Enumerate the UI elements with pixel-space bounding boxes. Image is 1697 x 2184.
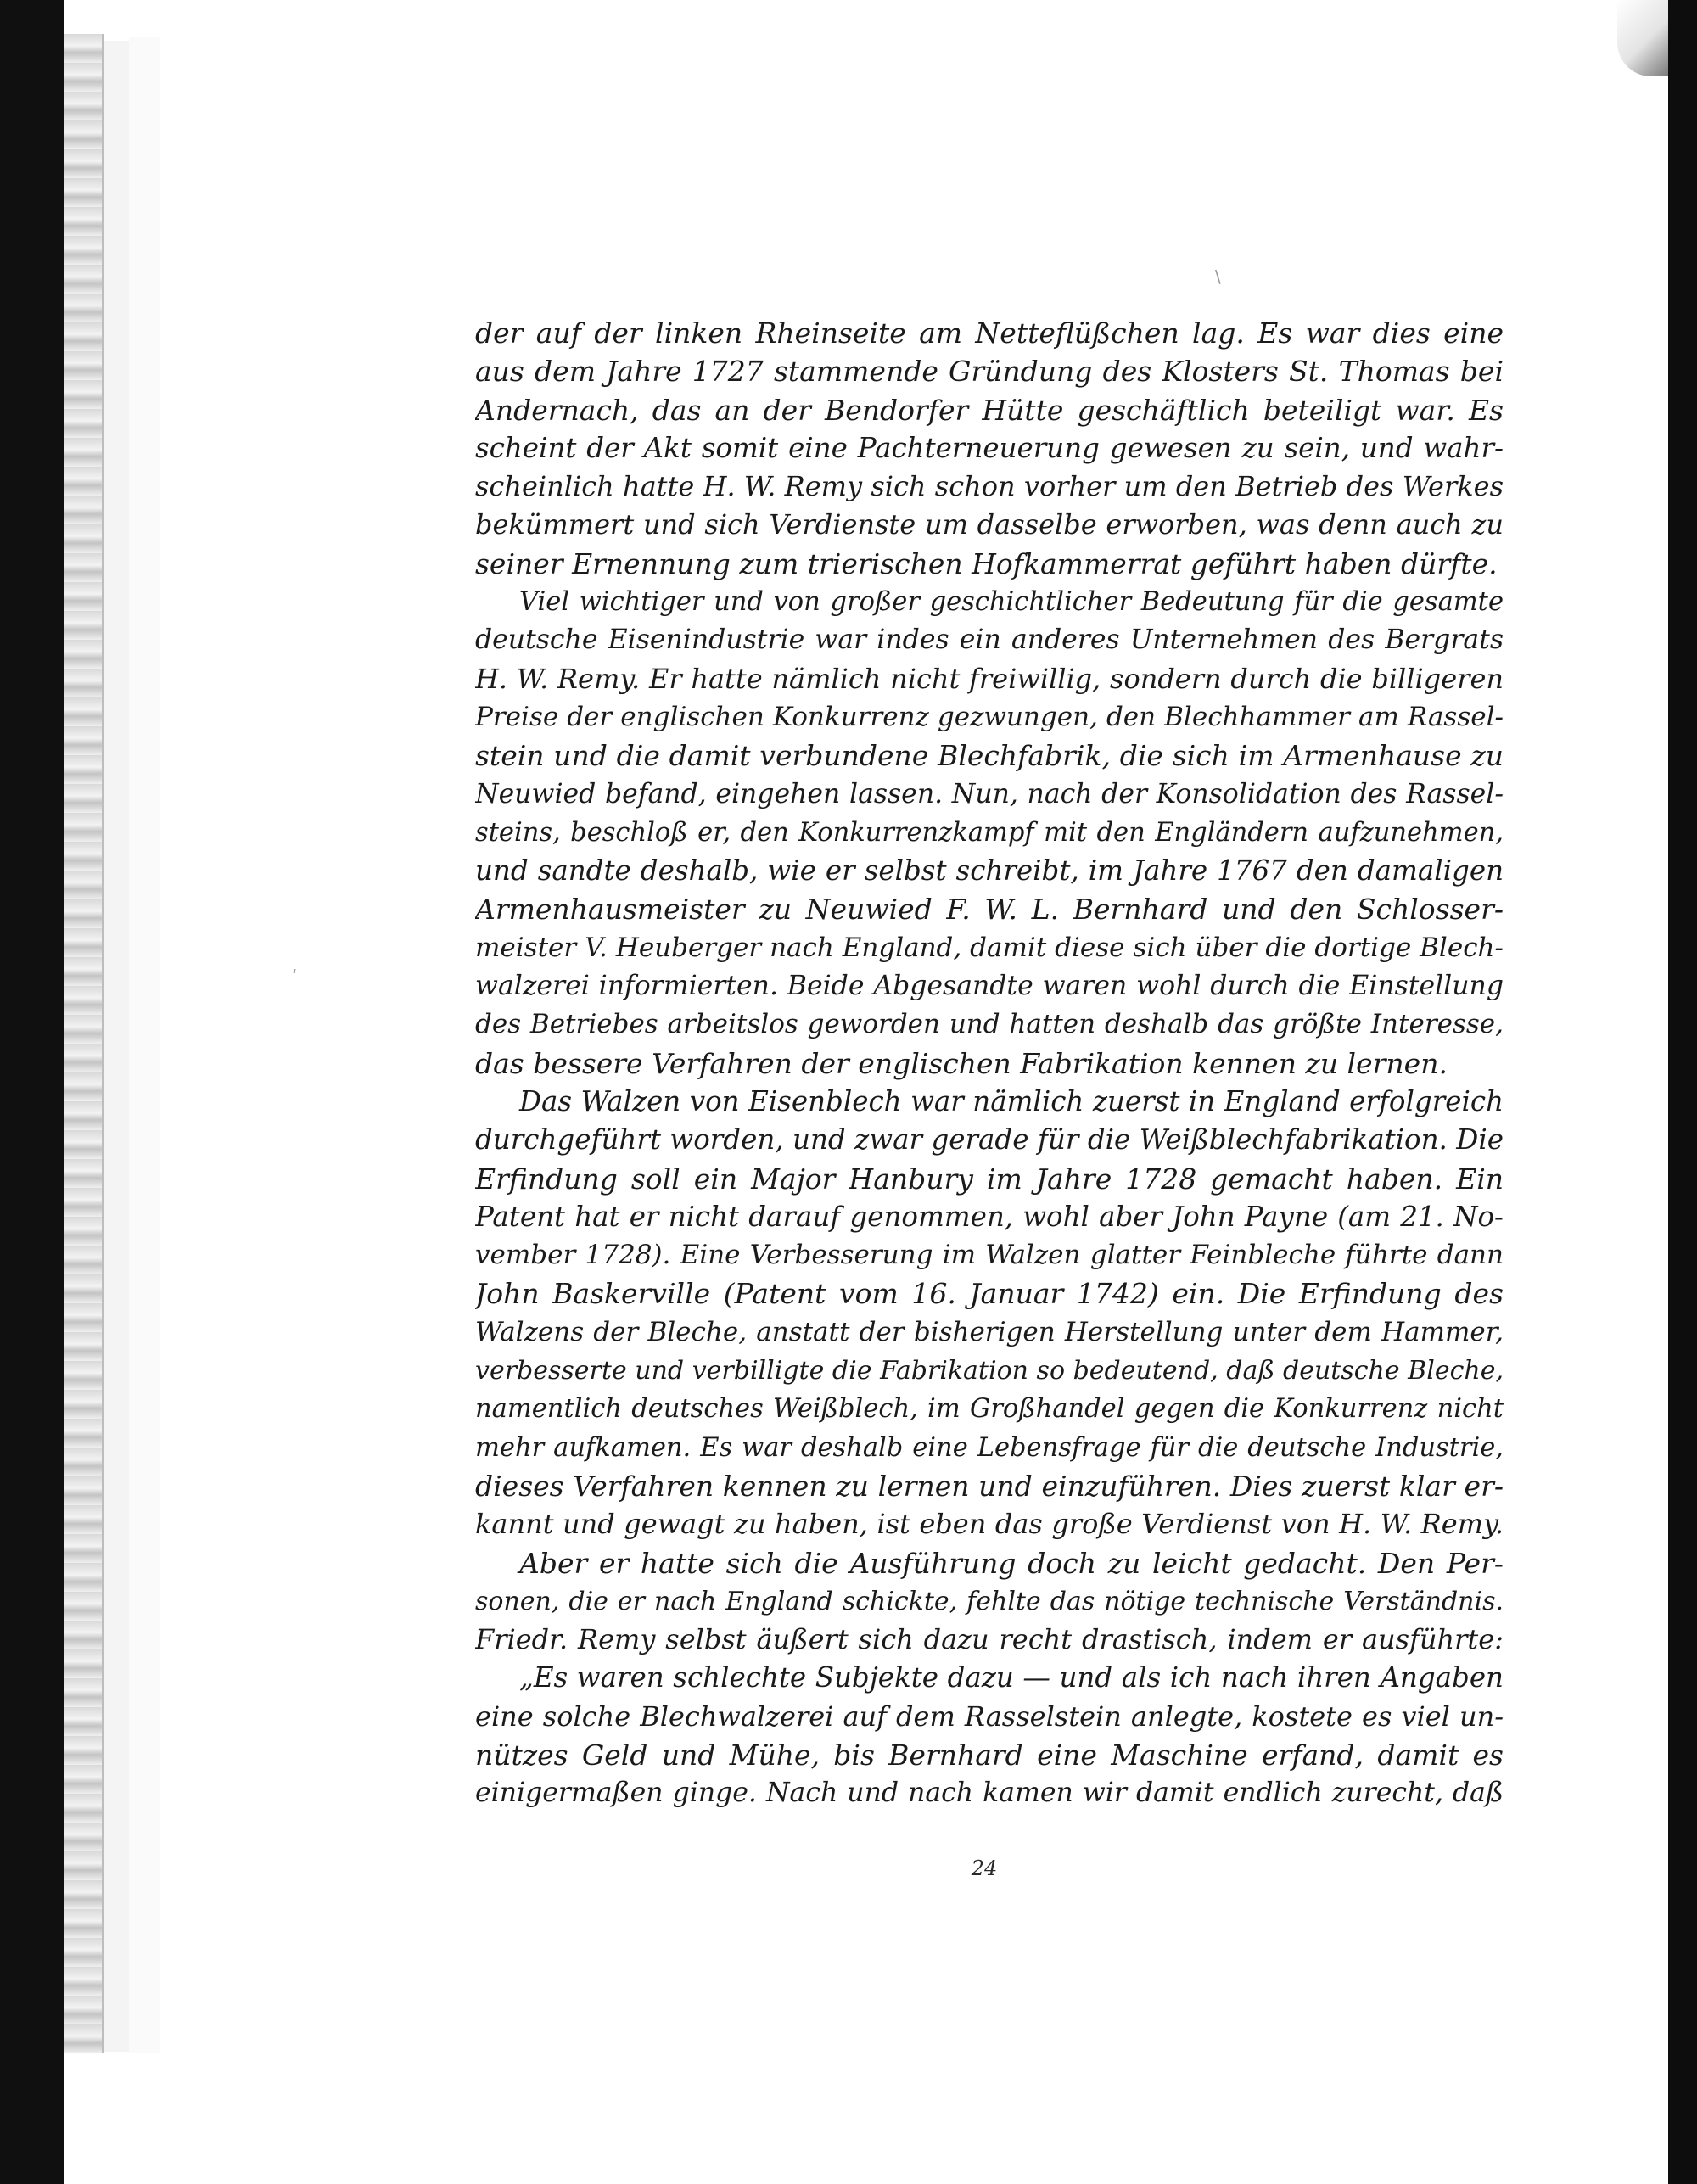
text-line: Aber er hatte sich die Ausführung doch zu leicht gedacht. Den Per-	[519, 1546, 1504, 1580]
scanner-right-edge	[1668, 0, 1697, 2184]
text-line: walzerei informierten. Beide Abgesandte waren wohl durch die Einstellung	[475, 971, 1504, 1002]
text-line: deutsche Eisenindustrie war indes ein anderes Unternehmen des Bergrats	[475, 624, 1504, 656]
page-edge-stack	[104, 41, 130, 2052]
text-line: dieses Verfahren kennen zu lernen und einzuführen. Dies zuerst klar er-	[475, 1469, 1504, 1503]
text-line: des Betriebes arbeitslos geworden und hatten deshalb das größte Interesse,	[475, 1009, 1504, 1040]
text-line: sonen, die er nach England schickte, fehlte das nötige technische Verständnis.	[475, 1586, 1504, 1616]
text-line: das bessere Verfahren der englischen Fabrikation kennen zu lernen.	[475, 1046, 1448, 1080]
text-line: Erfindung soll ein Major Hanbury im Jahre 1728 gemacht haben. Ein	[475, 1162, 1504, 1196]
text-line: meister V. Heuberger nach England, damit diese sich über die dortige Blech-	[475, 932, 1504, 963]
text-line: scheint der Akt somit eine Pachterneuerung gewesen zu sein, und wahr-	[475, 431, 1504, 464]
text-line: Andernach, das an der Bendorfer Hütte geschäftlich beteiligt war. Es	[475, 393, 1504, 427]
text-line: mehr aufkamen. Es war deshalb eine Lebensfrage für die deutsche Industrie,	[475, 1432, 1504, 1463]
text-line: Walzens der Bleche, anstatt der bisherigen Herstellung unter dem Hammer,	[475, 1316, 1504, 1347]
text-line: H. W. Remy. Er hatte nämlich nicht freiwillig, sondern durch die billigeren	[475, 662, 1504, 695]
text-line: einigermaßen ginge. Nach und nach kamen wir damit endlich zurecht, daß	[475, 1778, 1504, 1809]
text-line: seiner Ernennung zum trierischen Hofkammerrat geführt haben dürfte.	[475, 546, 1498, 580]
text-line: durchgeführt worden, und zwar gerade für die Weißblechfabrikation. Die	[475, 1123, 1504, 1156]
paper-speck: ‘	[292, 966, 298, 986]
text-line: Friedr. Remy selbst äußert sich dazu recht drastisch, indem er ausführte:	[475, 1623, 1504, 1656]
text-line: Armenhausmeister zu Neuwied F. W. L. Bernhard und den Schlosser-	[475, 893, 1504, 927]
paragraph-2	[475, 583, 1504, 1083]
text-line: kannt und gewagt zu haben, ist eben das große Verdienst von H. W. Remy.	[475, 1508, 1504, 1541]
paper-speck: \	[1215, 266, 1221, 287]
text-line: stein und die damit verbundene Blechfabrik, die sich im Armenhause zu	[475, 739, 1504, 773]
quotation-paragraph	[475, 1659, 1504, 1812]
text-line: Neuwied befand, eingehen lassen. Nun, nach der Konsolidation des Rassel-	[475, 778, 1504, 809]
text-line: und sandte deshalb, wie er selbst schreibt, im Jahre 1767 den damaligen	[475, 854, 1504, 888]
text-line: vember 1728). Eine Verbesserung im Walzen glatter Feinbleche führte dann	[475, 1240, 1504, 1271]
page-edge-stack	[129, 37, 160, 2053]
paragraph-4	[475, 1544, 1504, 1660]
paragraph-3	[475, 1083, 1504, 1544]
text-line: aus dem Jahre 1727 stammende Gründung des Klosters St. Thomas bei	[475, 355, 1504, 389]
paragraph-1	[475, 314, 1504, 583]
book-binding	[64, 34, 104, 2053]
text-line: „Es waren schlechte Subjekte dazu — und als ich nach ihren Angaben	[519, 1661, 1504, 1694]
text-line: Das Walzen von Eisenblech war nämlich zuerst in England erfolgreich	[519, 1084, 1504, 1117]
text-line: eine solche Blechwalzerei auf dem Rasselstein anlegte, kostete es viel un-	[475, 1700, 1504, 1733]
text-line: namentlich deutsches Weißblech, im Großhandel gegen die Konkurrenz nicht	[475, 1394, 1504, 1425]
text-line: steins, beschloß er, den Konkurrenzkampf mit den Engländern aufzunehmen,	[475, 817, 1504, 848]
body-text	[475, 314, 1504, 1813]
text-line: scheinlich hatte H. W. Remy sich schon vorher um den Betrieb des Werkes	[475, 470, 1504, 503]
text-line: Viel wichtiger und von großer geschichtlicher Bedeutung für die gesamte	[519, 587, 1504, 618]
scanner-left-edge	[0, 0, 64, 2184]
text-line: Preise der englischen Konkurrenz gezwungen, den Blechhammer am Rassel-	[475, 701, 1504, 732]
text-line: Patent hat er nicht darauf genommen, wohl aber John Payne (am 21. No-	[475, 1200, 1504, 1233]
text-line: bekümmert und sich Verdienste um dasselbe erworben, was denn auch zu	[475, 508, 1504, 541]
text-line: der auf der linken Rheinseite am Netteflüßchen lag. Es war dies eine	[475, 316, 1504, 350]
text-line: verbesserte und verbilligte die Fabrikation so bedeutend, daß deutsche Bleche,	[475, 1356, 1504, 1386]
text-line: John Baskerville (Patent vom 16. Januar 1742) ein. Die Erfindung des	[475, 1277, 1504, 1311]
page-number: 24	[971, 1856, 998, 1880]
text-line: nützes Geld und Mühe, bis Bernhard eine Maschine erfand, damit es	[475, 1738, 1504, 1772]
